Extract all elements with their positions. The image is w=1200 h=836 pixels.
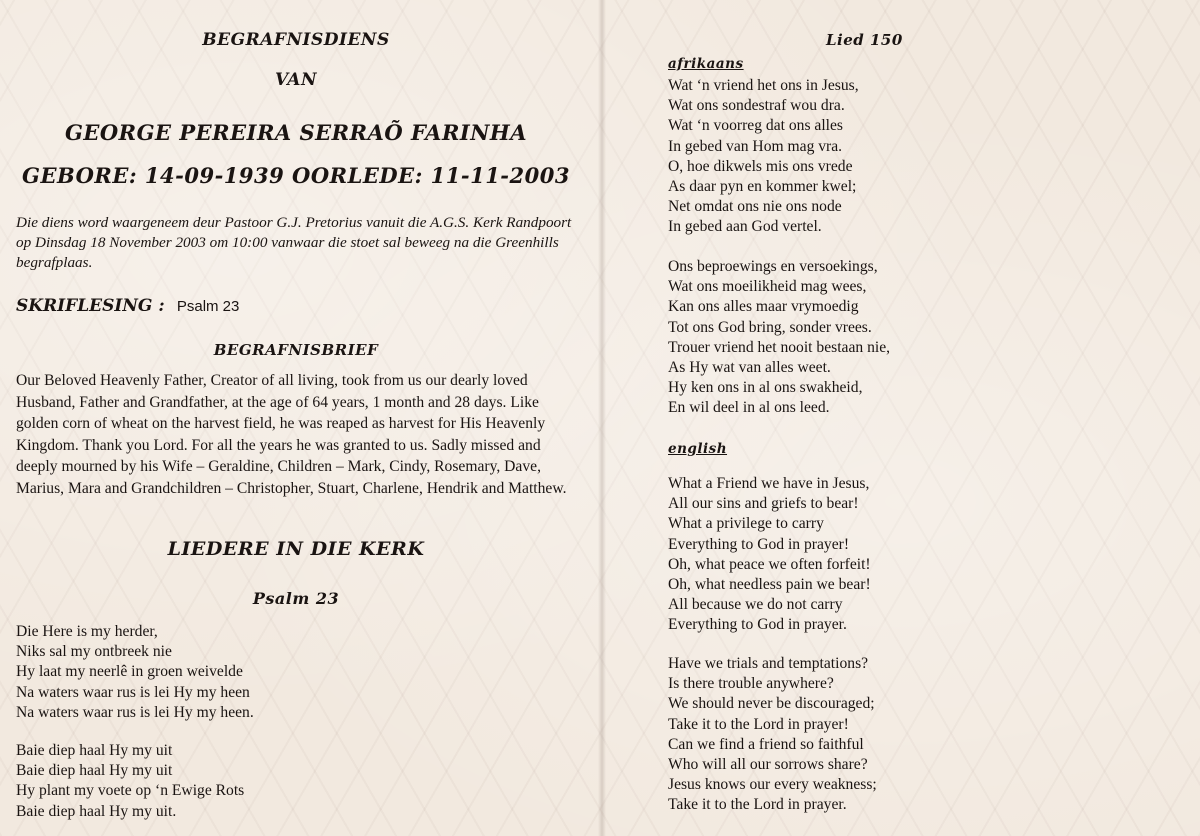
verse-line: Take it to the Lord in prayer. — [668, 796, 847, 814]
scripture-reading — [16, 296, 239, 316]
verse-line: Na waters waar rus is lei Hy my heen — [16, 683, 250, 701]
verse-line: Kan ons alles maar vrymoedig — [668, 298, 859, 316]
verse-line: Take it to the Lord in prayer! — [668, 715, 849, 733]
birth-death-dates: GEBORE: 14-09-1939 OORLEDE: 11-11-2003 — [22, 163, 570, 188]
verse-line: Wat ‘n vriend het ons in Jesus, — [668, 77, 859, 94]
hymn-heading: Lied 150 — [826, 31, 903, 49]
english-label: english — [668, 441, 728, 457]
verse-line: All our sins and griefs to bear! — [668, 495, 859, 513]
service-title: BEGRAFNISDIENS — [202, 30, 390, 50]
verse-line: Baie diep haal Hy my uit — [16, 742, 173, 759]
service-intro: Die diens word waargeneem deur Pastoor G.J. Pretorius vanuit die A.G.S. Kerk Randpoort op Dinsdag 18 November 2003 om 10:00 vanwaar die stoet sal beweeg na die Greenhills begrafplaas. — [16, 214, 572, 271]
verse-line: Die Here is my herder, — [16, 623, 158, 640]
verse-line: In gebed aan God vertel. — [668, 218, 822, 236]
afrikaans-label: afrikaans — [668, 56, 744, 72]
verse-line: We should never be discouraged; — [668, 695, 875, 713]
verse-line: Have we trials and temptations? — [668, 655, 869, 672]
verse-line: Na waters waar rus is lei Hy my heen. — [16, 703, 254, 721]
verse-line: Jesus knows our every weakness; — [668, 776, 877, 794]
verse-line: Hy laat my neerlê in groen weivelde — [16, 663, 243, 681]
psalm-verse-2 — [16, 741, 244, 822]
verse-line: Who will all our sorrows share? — [668, 756, 868, 774]
church-songs-heading: LIEDERE IN DIE KERK — [167, 538, 425, 560]
verse-line: Wat ‘n voorreg dat ons alles — [668, 117, 843, 135]
verse-line: En wil deel in al ons leed. — [668, 399, 830, 417]
verse-line: Wat ons sondestraf wou dra. — [668, 97, 845, 115]
verse-line: As Hy wat van alles weet. — [668, 359, 831, 377]
verse-line: O, hoe dikwels mis ons vrede — [668, 157, 853, 175]
verse-line: Baie diep haal Hy my uit — [16, 762, 173, 780]
verse-line: What a privilege to carry — [668, 515, 824, 533]
verse-line: Hy ken ons in al ons swakheid, — [668, 379, 863, 397]
verse-line: Net omdat ons nie ons node — [668, 198, 842, 216]
verse-line: As daar pyn en kommer kwel; — [668, 178, 857, 196]
verse-line: Can we find a friend so faithful — [668, 735, 864, 753]
verse-line: Baie diep haal Hy my uit. — [16, 802, 177, 820]
van-heading: VAN — [274, 70, 318, 90]
english-verse-2 — [668, 654, 877, 816]
funeral-letter-heading: BEGRAFNISBRIEF — [213, 341, 379, 359]
verse-line: What a Friend we have in Jesus, — [668, 475, 870, 492]
psalm-heading: Psalm 23 — [252, 589, 340, 608]
verse-line: Oh, what needless pain we bear! — [668, 576, 871, 594]
verse-line: All because we do not carry — [668, 596, 843, 614]
english-verse-1 — [668, 474, 871, 636]
page-fold — [598, 0, 606, 836]
verse-line: Trouer vriend het nooit bestaan nie, — [668, 338, 891, 356]
verse-line: Everything to God in prayer! — [668, 535, 850, 553]
verse-line: Niks sal my ontbreek nie — [16, 643, 172, 661]
afrikaans-verse-1 — [668, 76, 859, 238]
scripture-value: Psalm 23 — [176, 298, 240, 315]
deceased-name: GEORGE PEREIRA SERRAÕ FARINHA — [64, 120, 528, 145]
verse-line: Ons beproewings en versoekings, — [668, 258, 878, 275]
scripture-label: SKRIFLESING : — [16, 296, 165, 316]
afrikaans-verse-2 — [668, 257, 890, 419]
funeral-letter-text: Our Beloved Heavenly Father, Creator of all living, took from us our dearly loved Husband, Father and Grandfather, at the age of 64 years, 1 month and 28 days. Like golden corn of wheat on the harvest field, he was reaped as harvest for His Heavenly Kingdom. Thank you Lord. For all the years he was granted to us. Sadly missed and deeply mourned by his Wife – Geraldine, Children – Mark, Cindy, Rosemary, Dave, Marius, Mara and Grandchildren – Christopher, Stuart, Charlene, Hendrik and Matthew. — [16, 372, 567, 497]
verse-line: Is there trouble anywhere? — [668, 675, 834, 693]
verse-line: In gebed van Hom mag vra. — [668, 137, 843, 155]
psalm-verse-1 — [16, 622, 254, 723]
verse-line: Hy plant my voete op ‘n Ewige Rots — [16, 782, 245, 800]
verse-line: Everything to God in prayer. — [668, 616, 847, 634]
verse-line: Oh, what peace we often forfeit! — [668, 555, 871, 573]
verse-line: Wat ons moeilikheid mag wees, — [668, 278, 867, 296]
verse-line: Tot ons God bring, sonder vrees. — [668, 318, 872, 336]
